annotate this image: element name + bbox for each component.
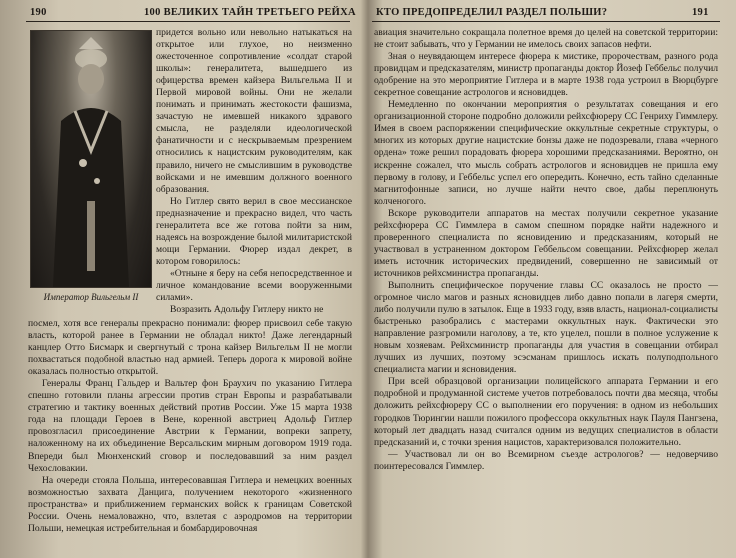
right-running-header: КТО ПРЕДОПРЕДЕЛИЛ РАЗДЕЛ ПОЛЬШИ? xyxy=(376,7,608,18)
paragraph: Немедленно по окончании мероприятия о результатах совещания и его организационной стороне подробно доложили рейхсфюреру СС Генриху Гиммлеру. Имея в своем распоряжении специфические оккультные секретные структуры, о многих из которых другие нацистские бонзы даже не подозревали, глава «черного ордена» тоже решил порадовать фюрера хорошими предсказаниями. Вероятно, он искренне сожалел, что мысль собрать астрологов и ясновидцев не пришла ему первому в голову, и Геббельс успел его опередить. Конечно, есть тайно сделанные магнитофонные записи, но лучше найти нечто свое, дабы переплюнуть колченогого. xyxy=(374,99,718,207)
paragraph: Возразить Адольфу Гитлеру никто не xyxy=(170,304,324,316)
paragraph: Выполнить специфическое поручение главы СС оказалось не просто — огромное число магов и разных ясновидцев либо давно попали в лагеря смерти, либо получили пулю в затылок. Еще в 1933 году, взяв власть, национал-социалисты быстренько разобрались с мастерами оккультных наук. Фактически это направление разгромили наголову, а те, кто уцелел, пошли в полное услужение к новым хозяевам. Рейхсминистр пропаганды для участия в совещании отбирал лучших из лучших, поэтому эсэсманам пришлось искать полуподпольного специалиста магии и ясновидения. xyxy=(374,279,718,376)
photo-caption: Император Вильгельм II xyxy=(43,292,139,302)
paragraph: Генералы Франц Гальдер и Вальтер фон Браухич по указанию Гитлера спешно готовили планы агрессии против стран Европы и разрабатывали стратегию и тактику военных действий против России. Уже 15 марта 1938 года на площади Героев в Вене, коренной австриец Адольф Гитлер провозгласил присоединение Австрии к Германии, вопреки запрету, наложенному на их объединение Версальским мирным договором 1919 года. Впереди был Мюнхенский сговор и последовавший за ним раздел Чехословакии. xyxy=(28,378,352,474)
paragraph: авиация значительно сокращала полетное время до целей на советской территории: не стоит забывать, что у Германии не имелось своих запасов нефти. xyxy=(374,27,718,51)
right-page-number: 191 xyxy=(692,7,709,18)
paragraph: посмел, хотя все генералы прекрасно понимали: фюрер присвоил себе такую власть, которой ранее в Германии не обладал никто! Даже легендарный канцлер Отто Бисмарк и свергнутый с трона кайзер Вильгельм II не могли похвастаться подобной властью над армией. Теперь дорога к мировой войне оказалась полностью открытой. xyxy=(28,318,352,378)
left-header-rule xyxy=(26,21,350,22)
kaiser-portrait-photo xyxy=(30,30,152,288)
right-column xyxy=(374,27,718,473)
portrait-silhouette-icon xyxy=(31,31,151,287)
left-page-number: 190 xyxy=(30,7,47,18)
paragraph: На очереди стояла Польша, интересовавшая Гитлера и немецких военных возможностью захвата Данцига, получением некоторого «жизненного пространства» и приближением германских войск к границам Советской России. Очень немаловажно, что, взлетая с аэродромов на территории Польши, немецкая истребительная и бомбардировочная xyxy=(28,474,352,534)
paragraph: Но Гитлер свято верил в свое мессианское предназначение и прекрасно видел, что часть генералитета все же готова пойти за ним, надеясь на возрождение былой милитаристской мощи Германии. Фюрер издал декрет, в котором говорилось: xyxy=(156,195,352,267)
quote-paragraph: «Отныне я беру на себя непосредственное и личное командование всеми вооруженными силами». xyxy=(156,267,352,304)
paragraph: Вскоре руководители аппаратов на местах получили секретное указание рейхсфюрера СС Гиммлера в самом спешном порядке найти надежного и проверенного специалиста по ясновидению и предсказаниям, который не участвовал в устраненном доктором Геббельсом совещании. Рейхсфюрер желал иметь источник исторических предвидений, совершенно не зависимый от источников рейхсминистра пропаганды. xyxy=(374,207,718,279)
left-side-column xyxy=(156,27,352,316)
right-page xyxy=(364,0,734,558)
left-page xyxy=(4,0,360,558)
paragraph: Зная о неувядающем интересе фюрера к мистике, пророчествам, разного рода провидцам и предсказателям, министр пропаганды доктор Йозеф Геббельс получил одобрение на это мероприятие Гитлера и в марте 1938 года устроил в Вюрцбурге секретное совещание астрологов и ясновидцев. xyxy=(374,51,718,99)
left-full-column xyxy=(28,318,352,535)
left-running-header: 100 ВЕЛИКИХ ТАЙН ТРЕТЬЕГО РЕЙХА xyxy=(144,7,356,18)
paragraph: придется вольно или невольно натыкаться на открытое или глухое, но неизменно ожесточенное сопротивление «солдат старой школы»: генералитета, вышедшего из офицерства времен кайзера Вильгельма II и Первой мировой войны. Они не желали понимать и принимать жестокости фашизма, зачастую не имевшей никакого здравого смысла, не разделяли идеологической фанатичности и с нескрываемым презрением относились к нацистским руководителям, как правило, ничего не смыслившим в руководстве войсками и не имевшим должного военного образования. xyxy=(156,27,352,195)
paragraph: При всей образцовой организации полицейского аппарата Германии и его подробной и продуманной системе учетов потребовалось почти два месяца, чтобы доложить рейхсфюреру СС о выполнении его поручения: в одном из небольших городков Тюрингии нашли пожилого профессора оккультных наук Пауля Пангзена, который лет двадцать назад считался одним из ведущих специалистов в области предсказаний и, с точки зрения нацистов, характеризовался положительно. xyxy=(374,376,718,448)
right-header-rule xyxy=(372,21,720,22)
dialogue-paragraph: — Участвовал ли он во Всемирном съезде астрологов? — недоверчиво поинтересовался Гиммлер. xyxy=(374,448,718,472)
